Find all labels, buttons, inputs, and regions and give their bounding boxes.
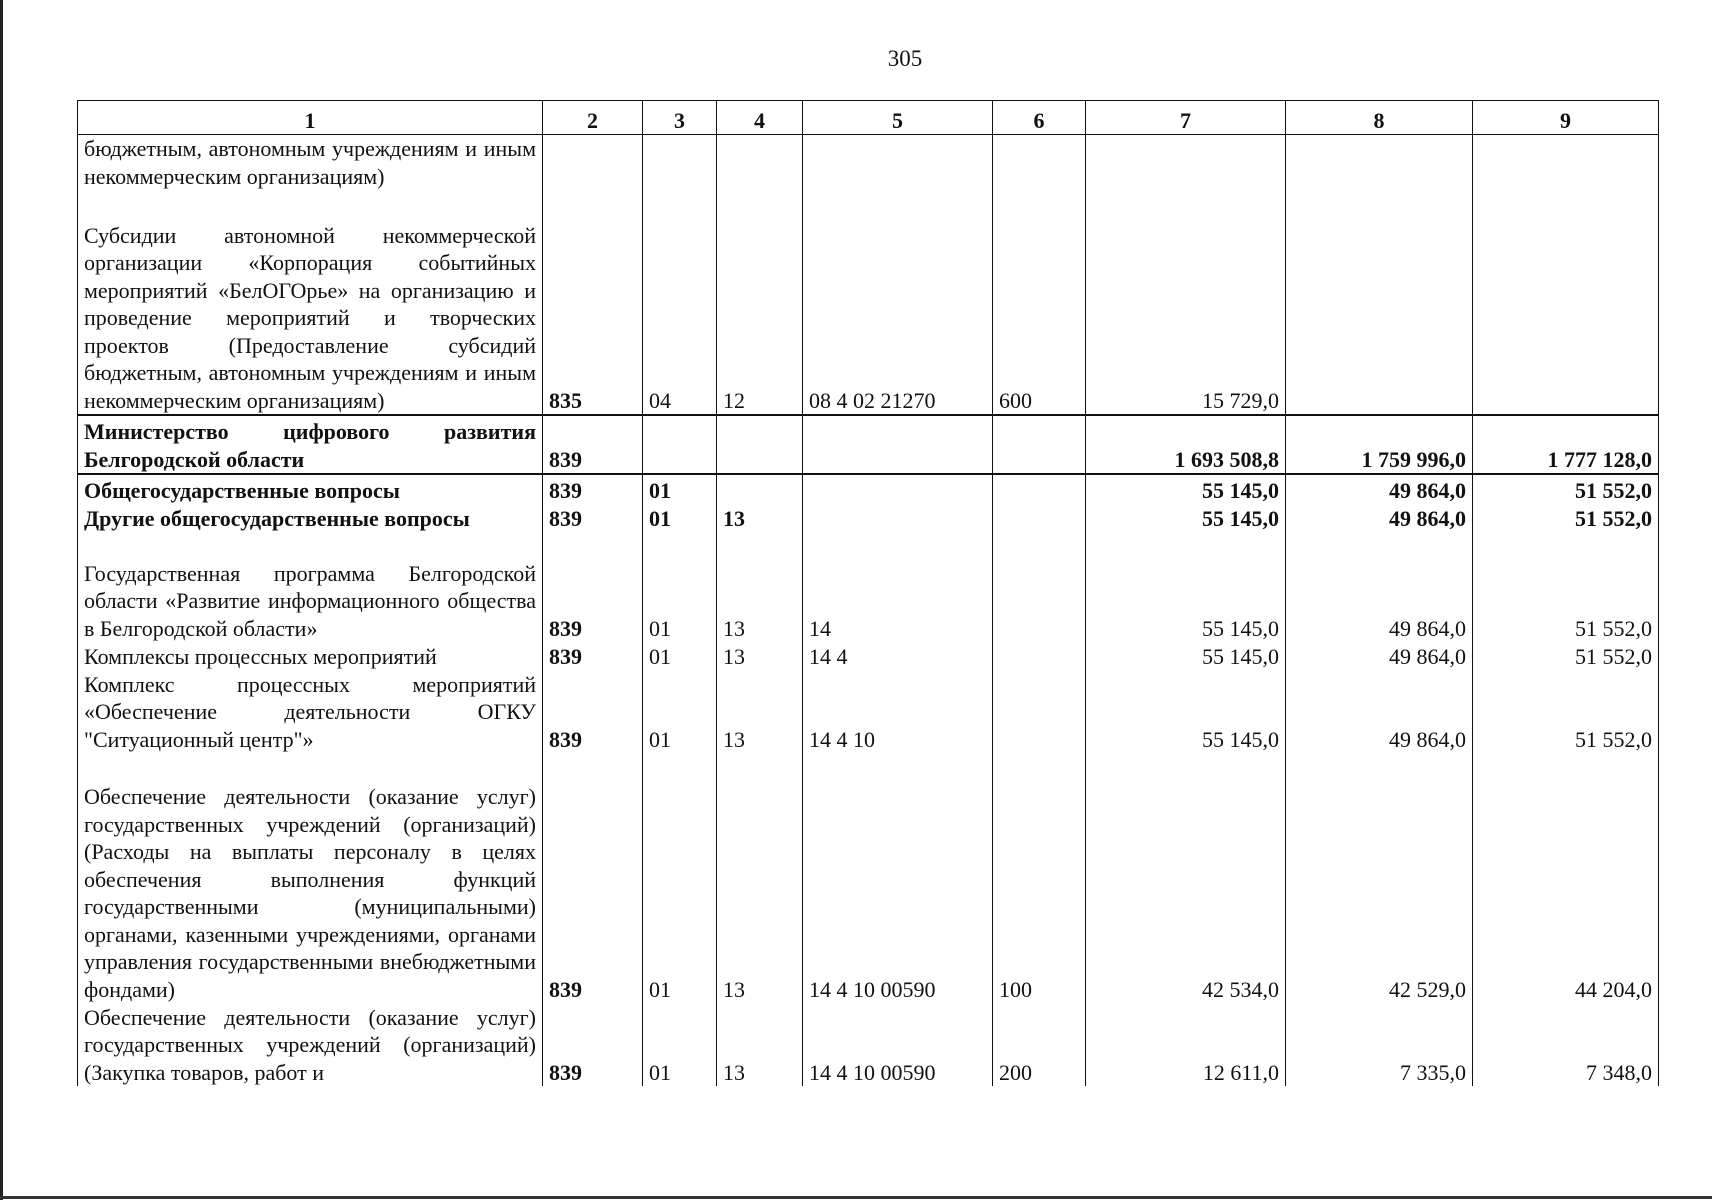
table-row [78, 415, 1659, 474]
row-target-code: 14 4 10 00590 [803, 753, 993, 1003]
row-subsection: 13 [717, 1003, 803, 1086]
row-code: 835 [543, 190, 643, 415]
row-target-code [803, 135, 993, 191]
header-row [78, 101, 1659, 135]
row-amount-7: 42 534,0 [1086, 753, 1286, 1003]
row-target-code: 14 [803, 532, 993, 642]
row-code: 839 [543, 504, 643, 532]
row-expense-type: 600 [993, 190, 1086, 415]
row-expense-type [993, 135, 1086, 191]
row-target-code [803, 504, 993, 532]
row-expense-type: 200 [993, 1003, 1086, 1086]
row-code: 839 [543, 532, 643, 642]
row-subsection: 13 [717, 642, 803, 670]
row-amount-9: 1 777 128,0 [1473, 415, 1659, 474]
row-section: 01 [643, 474, 717, 504]
row-amount-7: 55 145,0 [1086, 670, 1286, 753]
row-expense-type [993, 504, 1086, 532]
row-subsection: 13 [717, 753, 803, 1003]
row-amount-7: 55 145,0 [1086, 474, 1286, 504]
row-name: Министерство цифрового развития Белгородской области [78, 415, 543, 474]
header-col-1: 1 [78, 101, 543, 135]
row-code: 839 [543, 670, 643, 753]
row-target-code: 08 4 02 21270 [803, 190, 993, 415]
header-col-2: 2 [543, 101, 643, 135]
row-amount-9 [1473, 190, 1659, 415]
row-target-code [803, 474, 993, 504]
row-code [543, 135, 643, 191]
table-row [78, 135, 1659, 191]
row-section [643, 135, 717, 191]
header-col-3: 3 [643, 101, 717, 135]
row-expense-type: 100 [993, 753, 1086, 1003]
row-subsection: 13 [717, 532, 803, 642]
header-col-6: 6 [993, 101, 1086, 135]
row-section: 01 [643, 670, 717, 753]
row-name: Обеспечение деятельности (оказание услуг) государственных учреждений (организаций) (Закупка товаров, работ и [78, 1003, 543, 1086]
row-amount-8: 1 759 996,0 [1286, 415, 1473, 474]
row-target-code: 14 4 10 00590 [803, 1003, 993, 1086]
row-amount-8: 49 864,0 [1286, 504, 1473, 532]
row-section: 01 [643, 642, 717, 670]
row-section: 01 [643, 1003, 717, 1086]
row-amount-9: 51 552,0 [1473, 670, 1659, 753]
row-section: 04 [643, 190, 717, 415]
row-section: 01 [643, 753, 717, 1003]
header-col-7: 7 [1086, 101, 1286, 135]
header-col-9: 9 [1473, 101, 1659, 135]
row-amount-8: 49 864,0 [1286, 670, 1473, 753]
row-expense-type [993, 415, 1086, 474]
row-expense-type [993, 474, 1086, 504]
row-name: Другие общегосударственные вопросы [78, 504, 543, 532]
header-col-5: 5 [803, 101, 993, 135]
header-col-4: 4 [717, 101, 803, 135]
row-amount-7: 55 145,0 [1086, 504, 1286, 532]
row-name: Комплексы процессных мероприятий [78, 642, 543, 670]
row-section: 01 [643, 504, 717, 532]
row-subsection: 12 [717, 190, 803, 415]
row-amount-7: 55 145,0 [1086, 532, 1286, 642]
row-amount-8: 49 864,0 [1286, 642, 1473, 670]
budget-table [77, 100, 1659, 1086]
row-code: 839 [543, 642, 643, 670]
row-amount-8 [1286, 190, 1473, 415]
row-expense-type [993, 532, 1086, 642]
row-amount-9: 44 204,0 [1473, 753, 1659, 1003]
row-expense-type [993, 670, 1086, 753]
row-code: 839 [543, 415, 643, 474]
row-amount-8: 49 864,0 [1286, 532, 1473, 642]
row-name: Комплекс процессных мероприятий «Обеспечение деятельности ОГКУ "Ситуационный центр"» [78, 670, 543, 753]
row-section: 01 [643, 532, 717, 642]
row-name: Обеспечение деятельности (оказание услуг) государственных учреждений (организаций) (Расходы на выплаты персоналу в целях обеспечения выполнения функций государственными (муниципальными) органами, казенными учреждениями, органами управления государственными внебюджетными фондами) [78, 753, 543, 1003]
table-row [78, 670, 1659, 753]
row-amount-7: 15 729,0 [1086, 190, 1286, 415]
row-name: бюджетным, автономным учреждениям и иным некоммерческим организациям) [78, 135, 543, 191]
row-amount-8: 49 864,0 [1286, 474, 1473, 504]
row-name: Государственная программа Белгородской области «Развитие информационного общества в Белгородской области» [78, 532, 543, 642]
row-subsection [717, 474, 803, 504]
row-amount-9 [1473, 135, 1659, 191]
row-subsection [717, 135, 803, 191]
row-amount-7: 12 611,0 [1086, 1003, 1286, 1086]
row-amount-9: 51 552,0 [1473, 642, 1659, 670]
table-row [78, 532, 1659, 642]
row-amount-7: 55 145,0 [1086, 642, 1286, 670]
row-amount-7: 1 693 508,8 [1086, 415, 1286, 474]
row-amount-9: 51 552,0 [1473, 504, 1659, 532]
row-amount-9: 51 552,0 [1473, 474, 1659, 504]
row-subsection: 13 [717, 504, 803, 532]
table-row [78, 642, 1659, 670]
row-code: 839 [543, 1003, 643, 1086]
row-amount-8: 42 529,0 [1286, 753, 1473, 1003]
row-name: Общегосударственные вопросы [78, 474, 543, 504]
table-row [78, 753, 1659, 1003]
row-amount-9: 51 552,0 [1473, 532, 1659, 642]
row-target-code: 14 4 10 [803, 670, 993, 753]
row-amount-9: 7 348,0 [1473, 1003, 1659, 1086]
row-subsection [717, 415, 803, 474]
page-number: 305 [887, 46, 923, 71]
row-section [643, 415, 717, 474]
row-code: 839 [543, 753, 643, 1003]
row-code: 839 [543, 474, 643, 504]
scan-left-edge [0, 0, 3, 1200]
table-row [78, 504, 1659, 532]
row-name: Субсидии автономной некоммерческой организации «Корпорация событийных мероприятий «БелОГОрье» на организацию и проведение мероприятий и творческих проектов (Предоставление субсидий бюджетным, автономным учреждениям и иным некоммерческим организациям) [78, 190, 543, 415]
row-amount-8: 7 335,0 [1286, 1003, 1473, 1086]
row-subsection: 13 [717, 670, 803, 753]
row-target-code: 14 4 [803, 642, 993, 670]
row-expense-type [993, 642, 1086, 670]
row-target-code [803, 415, 993, 474]
table-row [78, 190, 1659, 415]
scan-bottom-edge [0, 1196, 1712, 1199]
table-row [78, 474, 1659, 504]
row-amount-8 [1286, 135, 1473, 191]
row-amount-7 [1086, 135, 1286, 191]
table-row [78, 1003, 1659, 1086]
header-col-8: 8 [1286, 101, 1473, 135]
